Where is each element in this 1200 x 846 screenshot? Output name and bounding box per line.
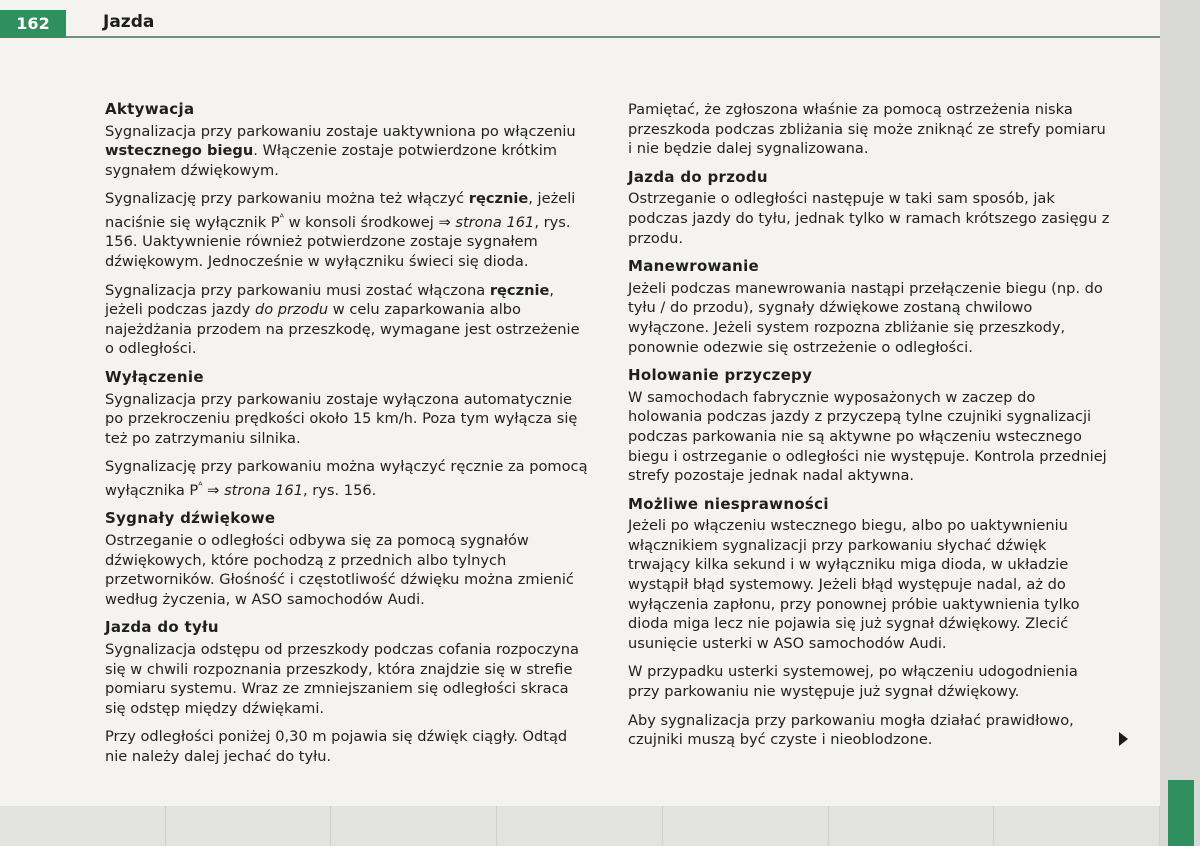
chapter-title: Jazda bbox=[103, 12, 155, 32]
footer-tab[interactable] bbox=[331, 806, 497, 846]
paragraph: W przypadku usterki systemowej, po włączeniu udogodnienia przy parkowaniu nie występuje już sygnał dźwiękowy. bbox=[628, 663, 1078, 701]
header-divider bbox=[66, 36, 1166, 38]
parking-switch-icon: ᴬ bbox=[198, 480, 203, 492]
text: w celu zaparkowania albo najeżdżania przodem na przeszkodę, wymagane jest ostrzeżenie o odległości. bbox=[105, 301, 580, 358]
text: w konsoli środkowej ⇒ bbox=[283, 213, 456, 231]
paragraph bbox=[105, 457, 590, 500]
page-edge bbox=[1160, 0, 1200, 846]
paragraph: Jeżeli podczas manewrowania nastąpi przełączenie biegu (np. do tyłu / do przodu), sygnały dźwiękowe zostaną chwilowo wyłączone. Jeżeli system rozpozna zbliżanie się przeszkody, ponownie odezwie się ostrzeżenie o odległości. bbox=[628, 279, 1103, 356]
section-heading: Aktywacja bbox=[105, 100, 195, 118]
text: . Włączenie zostaje potwierdzone krótkim sygnałem dźwiękowym. bbox=[105, 142, 557, 179]
paragraph: Ostrzeganie o odległości następuje w taki sam sposób, jak podczas jazdy do tyłu, jednak tylko w ramach krótszego zasięgu z przodu. bbox=[628, 190, 1110, 247]
page-reference[interactable]: strona 161 bbox=[224, 481, 304, 499]
section-heading: Sygnały dźwiękowe bbox=[105, 509, 276, 528]
paragraph: Sygnalizacja odstępu od przeszkody podczas cofania rozpoczyna się w chwili rozpoznania przeszkody, która znajdzie się w strefie pomiaru systemu. Wraz ze zmniejszaniem się odległości skraca się odstęp między dźwiękami. bbox=[105, 640, 579, 717]
page-reference[interactable]: strona 161 bbox=[455, 213, 535, 231]
text: , rys. 156. bbox=[303, 481, 377, 499]
chapter-tab[interactable] bbox=[1168, 780, 1194, 846]
text: , jeżeli naciśnie się wyłącznik P bbox=[105, 190, 576, 231]
section-heading: Wyłączenie bbox=[105, 367, 204, 386]
paragraph: Ostrzeganie o odległości odbywa się za pomocą sygnałów dźwiękowych, które pochodzą z przednich albo tylnych przetworników. Głośność i częstotliwość dźwięku można zmienić według życzenia, w ASO samochodów Audi. bbox=[105, 532, 574, 608]
section-heading: Jazda do tyłu bbox=[105, 618, 219, 637]
paragraph: W samochodach fabrycznie wyposażonych w zaczep do holowania podczas jazdy z przyczepą tylne czujniki sygnalizacji podczas parkowania nie są aktywne po włączeniu wstecznego biegu i ostrzeganie o odległości nie występuje. Kontrola przedniej strefy pozostaje jednak nadal aktywna. bbox=[628, 388, 1107, 485]
paragraph: Aby sygnalizacja przy parkowaniu mogła działać prawidłowo, czujniki muszą być czyste i nieoblodzone. bbox=[628, 711, 1074, 749]
paragraph: Przy odległości poniżej 0,30 m pojawia się dźwięk ciągły. Odtąd nie należy dalej jechać do tyłu. bbox=[105, 728, 568, 765]
text: , jeżeli podczas jazdy bbox=[105, 281, 554, 319]
text: Sygnalizacja przy parkowaniu zostaje uaktywniona po włączeniu bbox=[105, 122, 576, 140]
page-header bbox=[0, 0, 1200, 40]
section-jazda-do-przodu bbox=[628, 168, 1113, 248]
section-holowanie bbox=[628, 366, 1113, 486]
left-column bbox=[105, 100, 590, 776]
section-jazda-do-tylu bbox=[105, 618, 590, 766]
section-aktywacja bbox=[105, 100, 590, 359]
bold-text: ręcznie bbox=[468, 190, 529, 208]
paragraph bbox=[105, 122, 590, 181]
section-heading: Manewrowanie bbox=[628, 257, 760, 276]
footer-tab[interactable] bbox=[0, 806, 166, 846]
paragraph: Pamiętać, że zgłoszona właśnie za pomocą ostrzeżenia niska przeszkoda podczas zbliżania się może zniknąć ze strefy pomiaru i nie będzie dalej sygnalizowana. bbox=[628, 101, 1106, 158]
section-heading: Holowanie przyczepy bbox=[628, 366, 813, 385]
paragraph bbox=[105, 189, 590, 271]
footer-tab[interactable] bbox=[166, 806, 332, 846]
continue-arrow-icon[interactable] bbox=[1119, 732, 1128, 746]
text: ⇒ bbox=[202, 481, 225, 499]
italic-text: do przodu bbox=[254, 301, 329, 319]
section-wylaczenie bbox=[105, 368, 590, 500]
section-sygnaly bbox=[105, 509, 590, 609]
footer-tab[interactable] bbox=[497, 806, 663, 846]
text: Sygnalizację przy parkowaniu można też włączyć bbox=[105, 190, 469, 208]
paragraph: Sygnalizacja przy parkowaniu zostaje wyłączona automatycznie po przekroczeniu prędkości około 15 km/h. Poza tym wyłącza się też po zatrzymaniu silnika. bbox=[105, 390, 578, 447]
bold-text: ręcznie bbox=[489, 281, 550, 299]
footer-tab[interactable] bbox=[663, 806, 829, 846]
page-number: 162 bbox=[0, 10, 66, 38]
parking-switch-icon: ᴬ bbox=[279, 212, 284, 224]
footer-tabs bbox=[0, 806, 1160, 846]
paragraph bbox=[105, 281, 590, 359]
footer-bar bbox=[0, 806, 1160, 846]
footer-tab[interactable] bbox=[829, 806, 995, 846]
footer-tab[interactable] bbox=[994, 806, 1160, 846]
text: Sygnalizacja przy parkowaniu musi zostać włączona bbox=[105, 281, 490, 299]
paragraph: Jeżeli po włączeniu wstecznego biegu, albo po uaktywnieniu włącznikiem sygnalizacji przy parkowaniu słychać dźwięk trwający kilka sekund i w wyłączniku miga dioda, w układzie wystąpił błąd systemowy. Jeżeli błąd występuje nadal, aż do wyłączenia zapłonu, przy ponownej próbie uaktywnienia tylko dioda miga lecz nie pojawia się już sygnał dźwiękowy. Zlecić usunięcie usterki w ASO samochodów Audi. bbox=[628, 517, 1080, 652]
bold-text: wstecznego biegu bbox=[105, 142, 254, 160]
section-manewrowanie bbox=[628, 257, 1113, 357]
section-niesprawnosci bbox=[628, 495, 1113, 750]
text: Sygnalizację przy parkowaniu można wyłączyć ręcznie za pomocą wyłącznika P bbox=[105, 458, 588, 499]
section-heading: Jazda do przodu bbox=[628, 167, 768, 186]
right-column bbox=[628, 100, 1113, 759]
text: , rys. 156. Uaktywnienie również potwierdzone zostaje sygnałem dźwiękowym. Jednocześnie w wyłączniku świeci się dioda. bbox=[105, 213, 571, 271]
section-heading: Możliwe niesprawności bbox=[628, 494, 829, 513]
